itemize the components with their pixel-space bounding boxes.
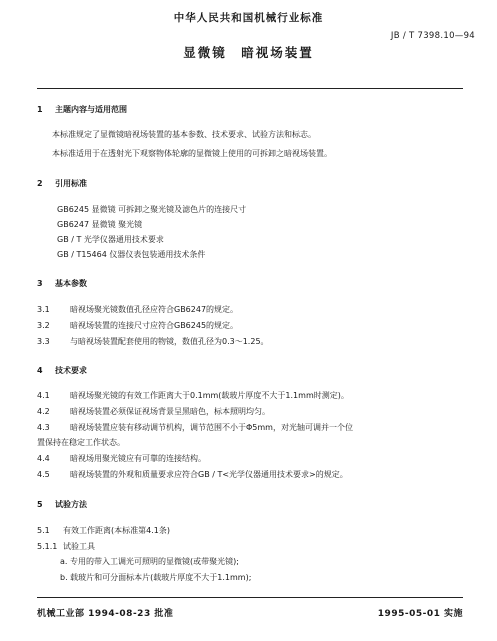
section-3-heading: 3 基本参数 — [37, 279, 87, 288]
clause-item-continuation: 置保持在稳定工作状态。 — [37, 438, 125, 447]
clause-item: 4.5 暗视场装置的外观和质量要求应符合GB / T<光学仪器通用技术要求>的规定。 — [37, 470, 348, 479]
footer-divider — [37, 597, 463, 598]
title-divider — [37, 88, 463, 89]
clause-item: 3.3 与暗视场装置配套使用的物镜，数值孔径为0.3～1.25。 — [37, 337, 269, 346]
clause-item: 5.1.1 试验工具 — [37, 542, 95, 551]
issuing-organization: 中华人民共和国机械行业标准 — [173, 12, 324, 24]
implementation-date: 1995-05-01 实施 — [377, 609, 463, 619]
standard-code: JB / T 7398.10—94 — [390, 31, 475, 41]
clause-item: 4.1 暗视场聚光镜的有效工作距离大于0.1mm(载玻片厚度不大于1.1mm时测定)。 — [37, 391, 349, 400]
section-4-heading: 4 技术要求 — [37, 366, 87, 375]
section-1-paragraph: 本标准适用于在透射光下观察物体轮廓的显微镜上使用的可拆卸之暗视场装置。 — [52, 149, 332, 158]
clause-item: 3.1 暗视场聚光镜数值孔径应符合GB6247的规定。 — [37, 305, 239, 314]
clause-item: 4.4 暗视场用聚光镜应有可靠的连接结构。 — [37, 454, 206, 463]
section-5-heading: 5 试验方法 — [37, 500, 87, 509]
reference-standard: GB6247 显微镜 聚光镜 — [57, 220, 143, 229]
section-2-heading: 2 引用标准 — [37, 179, 87, 188]
document-title: 显微镜 暗视场装置 — [183, 45, 314, 60]
reference-standard: GB / T15464 仪器仪表包装通用技术条件 — [57, 250, 206, 259]
section-1-paragraph: 本标准规定了显微镜暗视场装置的基本参数、技术要求、试验方法和标志。 — [52, 130, 316, 139]
sub-item: a. 专用的带入工调光可照明的显微镜(或带聚光镜); — [60, 557, 239, 566]
clause-item: 5.1 有效工作距离(本标准第4.1条) — [37, 526, 170, 535]
approval-info: 机械工业部 1994-08-23 批准 — [37, 609, 174, 619]
clause-item: 4.2 暗视场装置必须保证视场背景呈黑暗色，标本照明均匀。 — [37, 407, 270, 416]
clause-item: 4.3 暗视场装置应装有移动调节机构，调节范围不小于Φ5mm，对光轴可调并一个位 — [37, 423, 353, 432]
section-1-heading: 1 主题内容与适用范围 — [37, 105, 127, 114]
reference-standard: GB6245 显微镜 可拆卸之聚光镜及滤色片的连接尺寸 — [57, 205, 247, 214]
sub-item: b. 载玻片和可分面标本片(载玻片厚度不大于1.1mm); — [60, 573, 252, 582]
reference-standard: GB / T 光学仪器通用技术要求 — [57, 235, 164, 244]
clause-item: 3.2 暗视场装置的连接尺寸应符合GB6245的规定。 — [37, 321, 239, 330]
